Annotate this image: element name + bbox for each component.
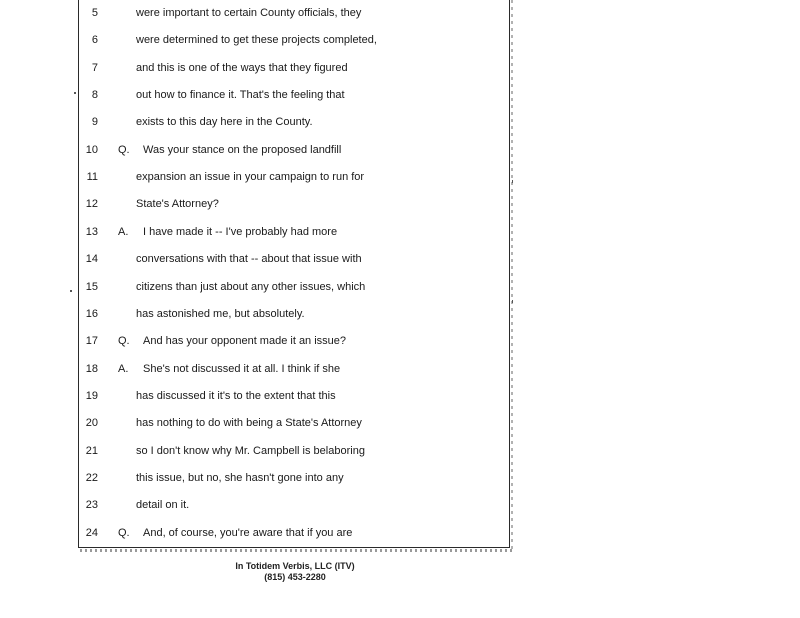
line-number: 18 bbox=[85, 362, 98, 375]
line-number: 13 bbox=[85, 225, 98, 238]
line-number: 22 bbox=[85, 471, 98, 484]
line-number: 14 bbox=[85, 253, 98, 266]
line-text: State's Attorney? bbox=[136, 198, 219, 211]
line-text: conversations with that -- about that issue with bbox=[136, 253, 362, 266]
transcript-line bbox=[78, 140, 510, 160]
transcript-line bbox=[78, 304, 510, 324]
transcript-line bbox=[78, 85, 510, 105]
line-number: 8 bbox=[91, 89, 98, 102]
line-number: 21 bbox=[85, 444, 98, 457]
transcript-line bbox=[78, 495, 510, 515]
line-number: 10 bbox=[85, 143, 98, 156]
transcript-line bbox=[78, 167, 510, 187]
transcript-line bbox=[78, 277, 510, 297]
line-text: citizens than just about any other issues, which bbox=[136, 280, 366, 293]
line-number: 6 bbox=[91, 34, 98, 47]
transcript-line bbox=[78, 386, 510, 406]
line-text: exists to this day here in the County. bbox=[136, 116, 313, 129]
line-text: and this is one of the ways that they figured bbox=[136, 61, 348, 74]
line-number: 24 bbox=[85, 526, 98, 539]
page-right-edge bbox=[511, 0, 513, 552]
scan-speck bbox=[70, 290, 72, 292]
transcript-line bbox=[78, 331, 510, 351]
speaker-label: A. bbox=[118, 362, 129, 375]
transcript-line bbox=[78, 359, 510, 379]
line-text: And has your opponent made it an issue? bbox=[143, 335, 347, 348]
footer-company: In Totidem Verbis, LLC (ITV) bbox=[235, 561, 355, 571]
line-text: has astonished me, but absolutely. bbox=[136, 307, 305, 320]
line-number: 7 bbox=[91, 61, 98, 74]
transcript-line bbox=[78, 30, 510, 50]
line-number: 17 bbox=[85, 335, 98, 348]
line-number: 19 bbox=[85, 389, 98, 402]
line-number: 12 bbox=[85, 198, 98, 211]
line-number: 11 bbox=[86, 171, 98, 184]
line-text: Was your stance on the proposed landfill bbox=[143, 143, 342, 156]
transcript-page-frame bbox=[78, 0, 510, 548]
scan-speck bbox=[512, 300, 513, 303]
line-text: She's not discussed it at all. I think if she bbox=[143, 362, 341, 375]
transcript-line bbox=[78, 194, 510, 214]
line-text: so I don't know why Mr. Campbell is belaboring bbox=[136, 444, 365, 457]
line-text: out how to finance it. That's the feeling that bbox=[136, 89, 345, 102]
line-number: 23 bbox=[85, 499, 98, 512]
line-number: 9 bbox=[91, 116, 98, 129]
scan-speck bbox=[74, 92, 76, 94]
line-text: And, of course, you're aware that if you are bbox=[143, 526, 353, 539]
speaker-label: A. bbox=[118, 225, 129, 238]
line-text: were determined to get these projects completed, bbox=[136, 34, 377, 47]
line-text: has discussed it it's to the extent that this bbox=[136, 389, 336, 402]
line-number: 15 bbox=[85, 280, 98, 293]
page-bottom-edge bbox=[80, 549, 512, 552]
transcript-line bbox=[78, 413, 510, 433]
scan-speck bbox=[512, 180, 513, 183]
footer-phone: (815) 453-2280 bbox=[264, 572, 326, 582]
line-text: has nothing to do with being a State's Attorney bbox=[136, 417, 362, 430]
transcript-line bbox=[78, 468, 510, 488]
transcript-line bbox=[78, 249, 510, 269]
page-footer bbox=[180, 561, 410, 583]
speaker-label: Q. bbox=[118, 335, 130, 348]
line-number: 16 bbox=[85, 307, 98, 320]
transcript-line bbox=[78, 222, 510, 242]
transcript-line bbox=[78, 523, 510, 543]
line-text: were important to certain County officials, they bbox=[136, 7, 362, 19]
transcript-line bbox=[78, 58, 510, 78]
line-number: 20 bbox=[85, 417, 98, 430]
line-number: 5 bbox=[91, 7, 98, 19]
speaker-label: Q. bbox=[118, 526, 130, 539]
line-text: I have made it -- I've probably had more bbox=[143, 225, 338, 238]
transcript-line bbox=[78, 112, 510, 132]
transcript-line bbox=[78, 3, 510, 23]
speaker-label: Q. bbox=[118, 143, 130, 156]
line-text: detail on it. bbox=[136, 499, 190, 512]
transcript-line bbox=[78, 441, 510, 461]
line-text: this issue, but no, she hasn't gone into any bbox=[136, 471, 344, 484]
line-text: expansion an issue in your campaign to run for bbox=[136, 171, 365, 184]
